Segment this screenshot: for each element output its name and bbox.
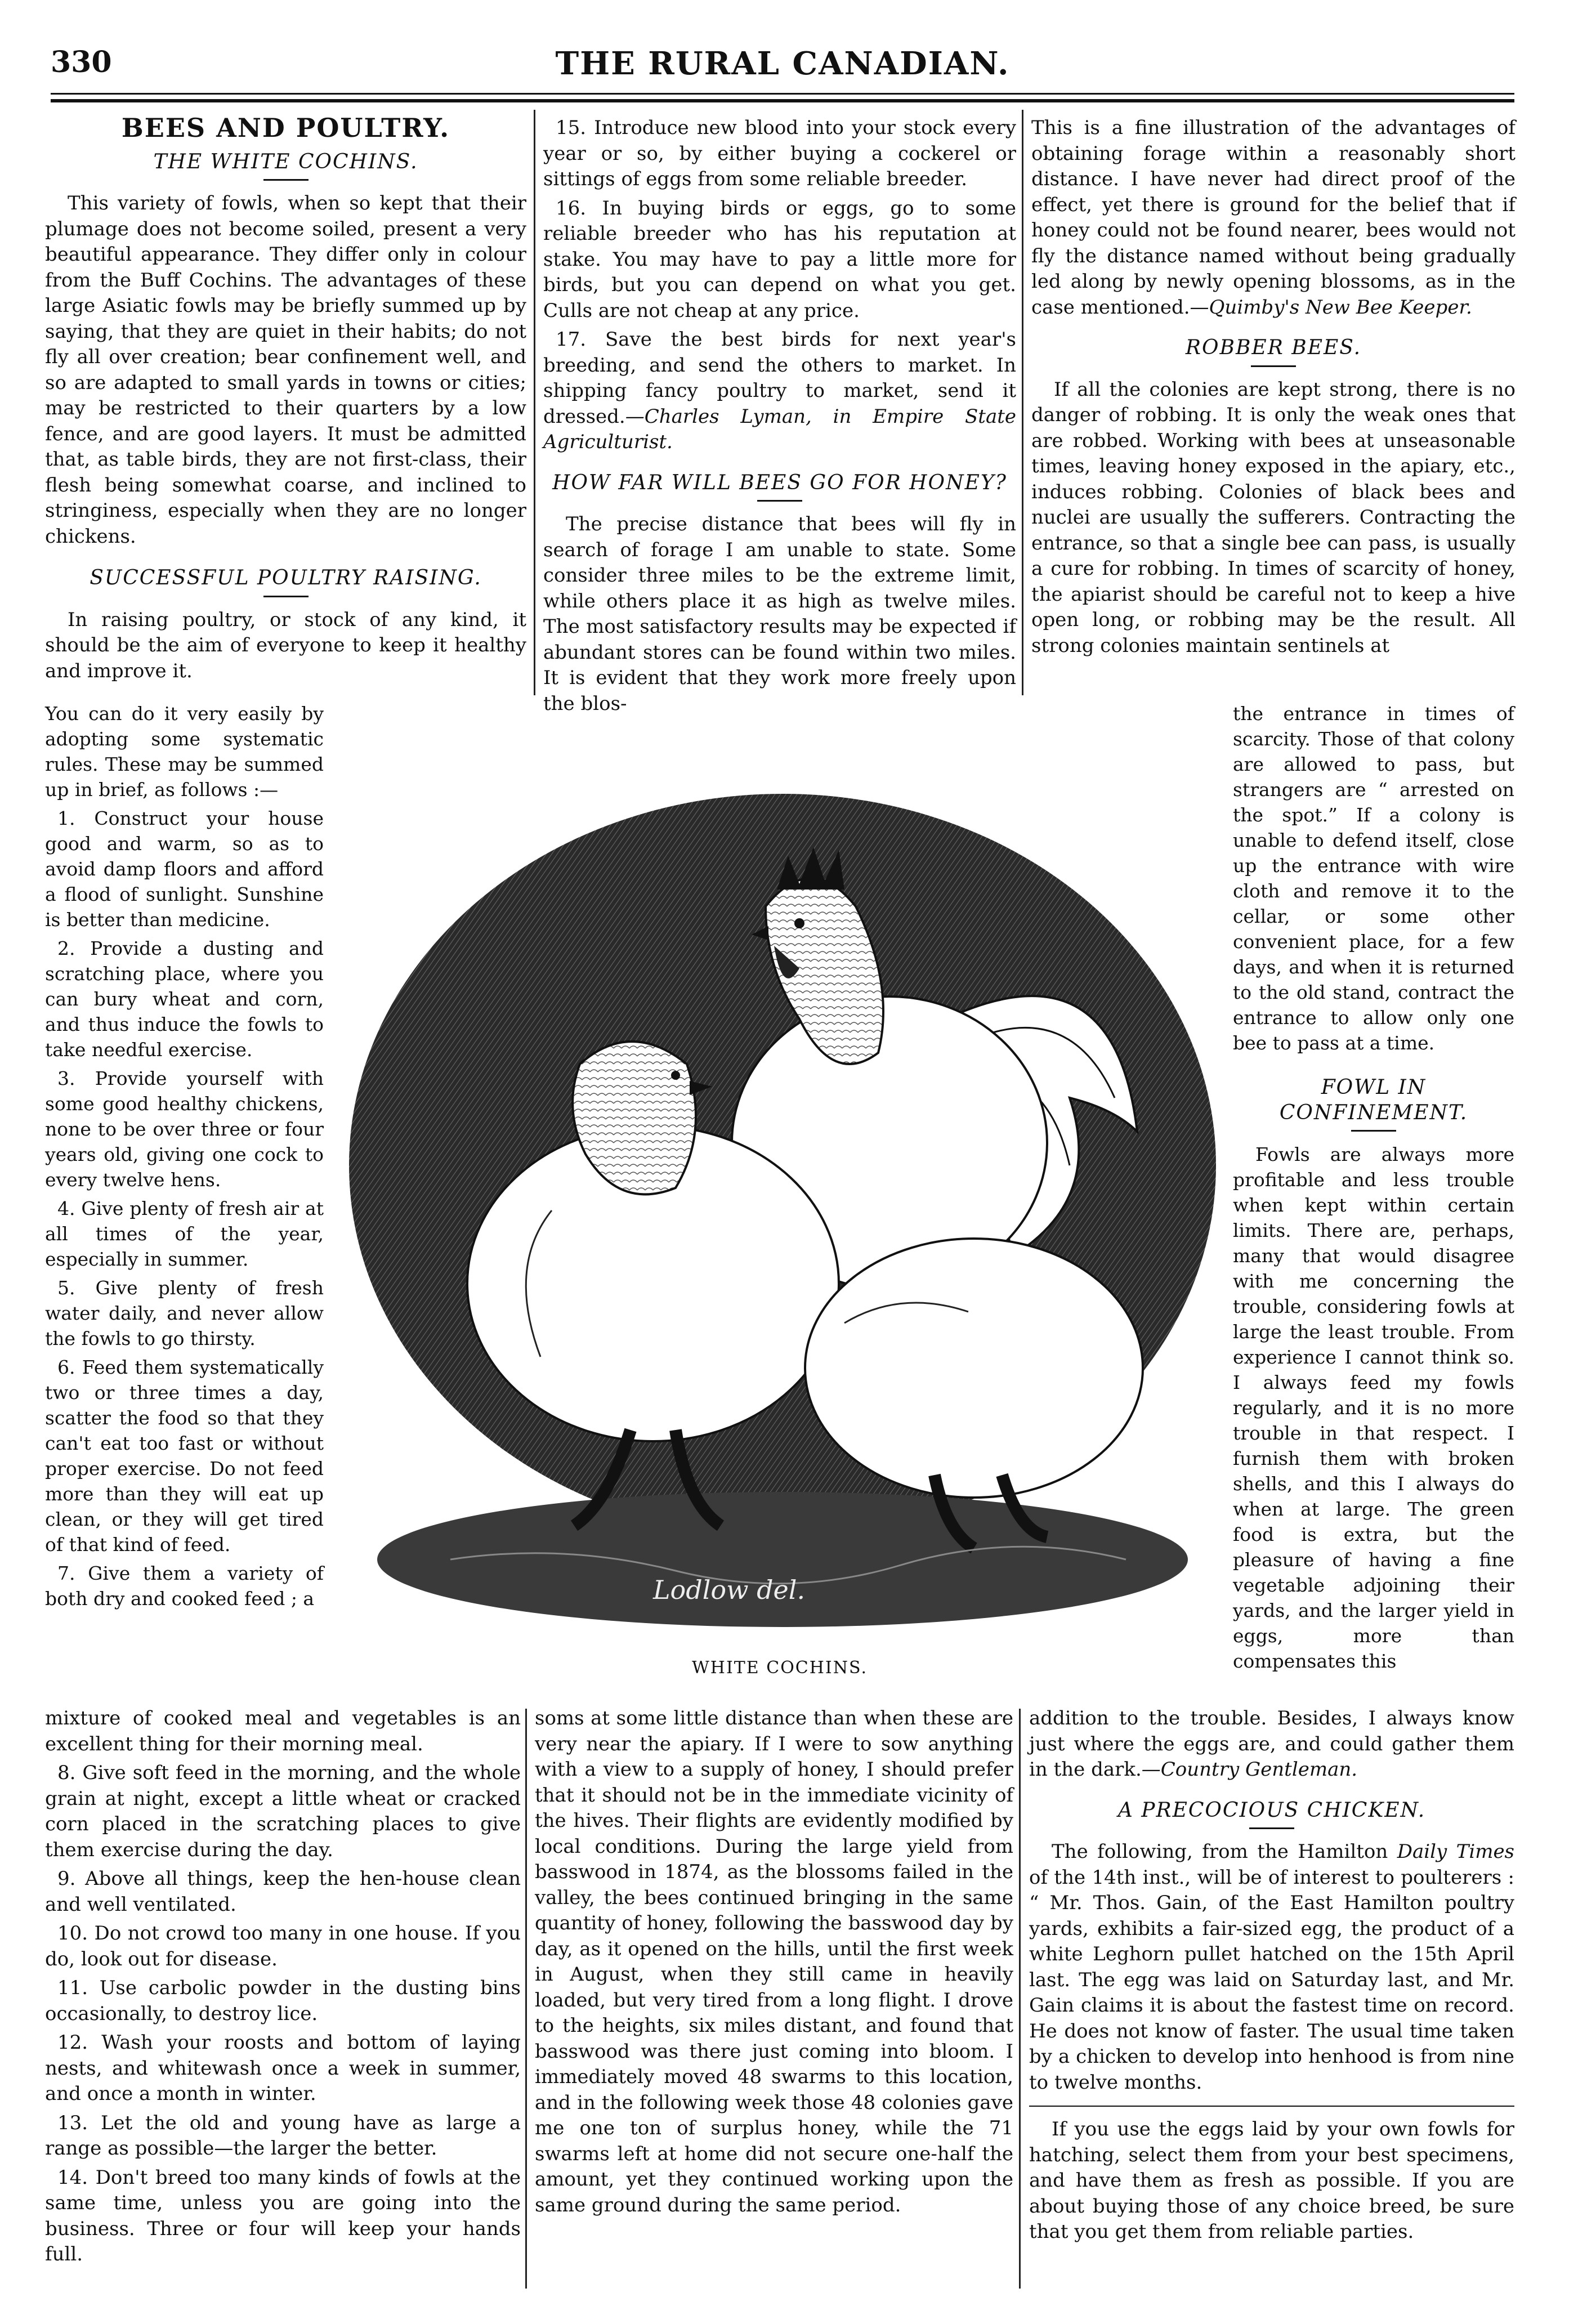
article-paragraph: This variety of fowls, when so kept that their plumage does not become soiled, present a very beautiful appearance. They differ only in colour from the Buff Cochins. The advantages of these large Asiatic fowls may be briefly summed up by saying, that they are quiet in their habits; do not fly all over creation; bear confinement well, and so are adapted to small yards in towns or cities; may be restricted to their quarters by a low fence, and are good layers. It must be admitted that, as table birds, they are not first-class, their flesh being somewhat coarse, and inclined to stringiness, especially when they are no longer chickens. [45,192,526,548]
article-heading: HOW FAR WILL BEES GO FOR HONEY? [552,471,1007,494]
masthead: THE RURAL CANADIAN. [555,45,1010,82]
separator [1251,365,1296,367]
column-divider [534,110,535,695]
list-item: 12. Wash your roosts and bottom of laying nests, and whitewash once a week in summer, and once a month in winter. [45,2031,521,2105]
column-1-top [45,115,526,687]
article-paragraph: Fowls are always more profitable and less trouble when kept within certain limits. There are, perhaps, many that would disagree with me concerning the trouble, considering fowls at large the least trouble. From experience I cannot think so. I always feed my fowls regularly, and it is no more trouble in that respect. I furnish them with broken shells, and this I always do when at large. The green food is extra, but the pleasure of having a fine vegetable adjoining their yards, and the larger yield in eggs, more than compensates this [1233,1143,1514,1672]
list-item: 17. Save the best birds for next year's breeding, and send the others to market. In shipping fancy poultry to market, send it dressed.—Charles Lyman, in Empire State Agriculturist. [543,328,1016,453]
column-2-bottom [535,1706,1013,2222]
article-paragraph: addition to the trouble. Besides, I always know just where the eggs are, and could gather them in the dark.—Country Gentleman. [1029,1707,1514,1781]
article-heading: THE WHITE COCHINS. [153,150,418,173]
section-title: BEES AND POULTRY. [121,113,450,143]
article-heading: SUCCESSFUL POULTRY RAISING. [90,566,482,589]
header-rule [51,93,1514,95]
list-item: 16. In buying birds or eggs, go to some reliable breeder who has his reputation at stake. You may have to pay a little more for birds, but you can depend on what you get. Culls are not cheap at any price. [543,196,1016,322]
list-item: 7. Give them a variety of both dry and cooked feed ; a [45,1562,324,1610]
header-rule-thick [51,99,1514,102]
list-item: 3. Provide yourself with some good healthy chickens, none to be over three or four years old, giving one cock to every twelve hens. [45,1067,324,1191]
separator [1029,2106,1514,2107]
column-3-narrow [1233,701,1514,1677]
article-paragraph: The following, from the Hamilton Daily Times of the 14th inst., will be of interest to poulterers : “ Mr. Thos. Gain, of the East Hamilton poultry yards, exhibits a fair-sized egg, the product of a white Leghorn pullet hatched on the 15th April last. The egg was laid on Saturday last, and Mr. Gain claims it is about the fastest time on record. He does not know of faster. The usual time taken by a chicken to develop into henhood is from nine to twelve months. [1029,1840,1515,2094]
list-item: 11. Use carbolic powder in the dusting bins occasionally, to destroy lice. [45,1977,521,2025]
list-item: 8. Give soft feed in the morning, and the whole grain at night, except a little wheat or cracked corn placed in the scratching places to give them exercise during the day. [45,1762,521,1861]
article-heading: A PRECOCIOUS CHICKEN. [1117,1798,1426,1822]
article-paragraph: soms at some little distance than when these are very near the apiary. If I were to sow anything with a view to a supply of honey, I should prefer that it should not be in the immediate vicinity of the hives. Their flights are evidently modified by local conditions. During the large yield from basswood in 1874, as the blossoms failed in the valley, the bees continued bringing in the same quantity of honey, following the basswood day by day, as it opened on the hills, until the first week in August, when they still came in heavily loaded, but very tired from a long flight. I drove to the heights, six miles distant, and found that basswood was there just coming into bloom. I immediately moved 48 swarms to this location, and in the following week those 48 colonies gave me one ton of surplus honey, while the 71 swarms left at home did not secure one-half the amount, yet they continued working upon the same ground during the same period. [535,1707,1013,2216]
page-header [51,45,1514,96]
list-item: 10. Do not crowd too many in one house. If you do, look out for disease. [45,1922,521,1970]
list-item: 1. Construct your house good and warm, so as to avoid damp floors and afford a flood of sunlight. Sunshine is better than medicine. [45,807,324,931]
list-item: 2. Provide a dusting and scratching place, where you can bury wheat and corn, and thus induce the fowls to take needful exercise. [45,937,324,1061]
page-number: 330 [51,45,112,79]
chicken-engraving-icon [338,704,1222,1650]
article-paragraph: the entrance in times of scarcity. Those of that colony are allowed to pass, but strangers are “ arrested on the spot.” If a colony is unable to defend itself, close up the entrance with wire cloth and remove it to the cellar, or some other convenient place, for a few days, and when it is returned to the old stand, contract the entrance to allow only one bee to pass at a time. [1233,703,1514,1054]
illustrator-signature: Lodlow del. [653,1575,806,1605]
separator [263,596,309,597]
white-cochins-illustration [338,704,1222,1650]
column-1-narrow [45,701,324,1615]
list-item: 13. Let the old and young have as large a range as possible—the larger the better. [45,2111,521,2160]
separator [1249,1827,1294,1829]
column-3-bottom [1029,1706,1514,2249]
credit: —Charles Lyman, in Empire State Agriculturist. [543,405,1016,453]
list-item: 15. Introduce new blood into your stock every year or so, by either buying a cockerel or sittings of eggs from some reliable breeder. [543,117,1016,190]
separator [263,179,309,181]
column-divider [1022,110,1023,695]
article-paragraph: If all the colonies are kept strong, there is no danger of robbing. It is only the weak ones that are robbed. Working with bees at unseasonable times, leaving honey exposed in the apiary, etc., induces robbing. Colonies of black bees and nuclei are usually the sufferers. Contracting the entrance, so that a single bee can pass, is usually a cure for robbing. In times of scarcity of honey, the apiarist should be careful not to keep a hive open long, or robbing may be the result. All strong colonies maintain sentinels at [1031,378,1515,657]
article-paragraph: The precise distance that bees will fly in search of forage I am unable to state. Some consider three miles to be the extreme limit, while others place it as high as twelve miles. The most satisfactory results may be expected if abundant stores can be found within two miles. It is evident that they work more freely upon the blos- [543,513,1016,715]
list-item: 6. Feed them systematically two or three times a day, scatter the food so that they can't eat too fast or without proper exercise. Do not feed more than they will eat up clean, or they will get tired of that kind of feed. [45,1356,324,1556]
article-paragraph: You can do it very easily by adopting some systematic rules. These may be summed up in brief, as follows :— [45,703,324,801]
column-2-top [543,115,1016,720]
list-item: mixture of cooked meal and vegetables is an excellent thing for their morning meal. [45,1707,521,1755]
column-3-top [1031,115,1515,662]
article-paragraph: If you use the eggs laid by your own fowls for hatching, select them from your best specimens, and have them as fresh as possible. If you are about buying those of any choice breed, be sure that you get them from reliable parties. [1029,2118,1514,2243]
article-heading: ROBBER BEES. [1185,336,1362,359]
article-paragraph: In raising poultry, or stock of any kind, it should be the aim of everyone to keep it healthy and improve it. [45,608,526,682]
separator [757,500,802,502]
article-paragraph: This is a fine illustration of the advantages of obtaining forage within a reasonably short distance. I have never had direct proof of the effect, yet there is ground for the belief that if honey could not be found nearer, bees would not fly the distance named without being gradually led along by newly opening blossoms, as in the case mentioned.—Quimby's New Bee Keeper. [1031,117,1515,319]
column-divider [1019,1709,1021,2289]
separator [1351,1130,1396,1132]
list-item: 5. Give plenty of fresh water daily, and never allow the fowls to go thirsty. [45,1277,324,1349]
illustration-caption: WHITE COCHINS. [691,1658,868,1678]
list-item: 14. Don't breed too many kinds of fowls at the same time, unless you are going into the business. Three or four will keep your hands full. [45,2166,521,2265]
column-divider [525,1709,527,2289]
article-heading: FOWL IN CONFINEMENT. [1279,1076,1468,1124]
column-1-bottom [45,1706,521,2271]
credit: —Quimby's New Bee Keeper. [1190,296,1472,319]
list-item: 9. Above all things, keep the hen-house clean and well ventilated. [45,1867,521,1916]
list-item: 4. Give plenty of fresh air at all times of the year, especially in summer. [45,1197,324,1270]
newspaper-name: Daily Times [1397,1840,1515,1863]
credit: —Country Gentleman. [1141,1758,1358,1781]
